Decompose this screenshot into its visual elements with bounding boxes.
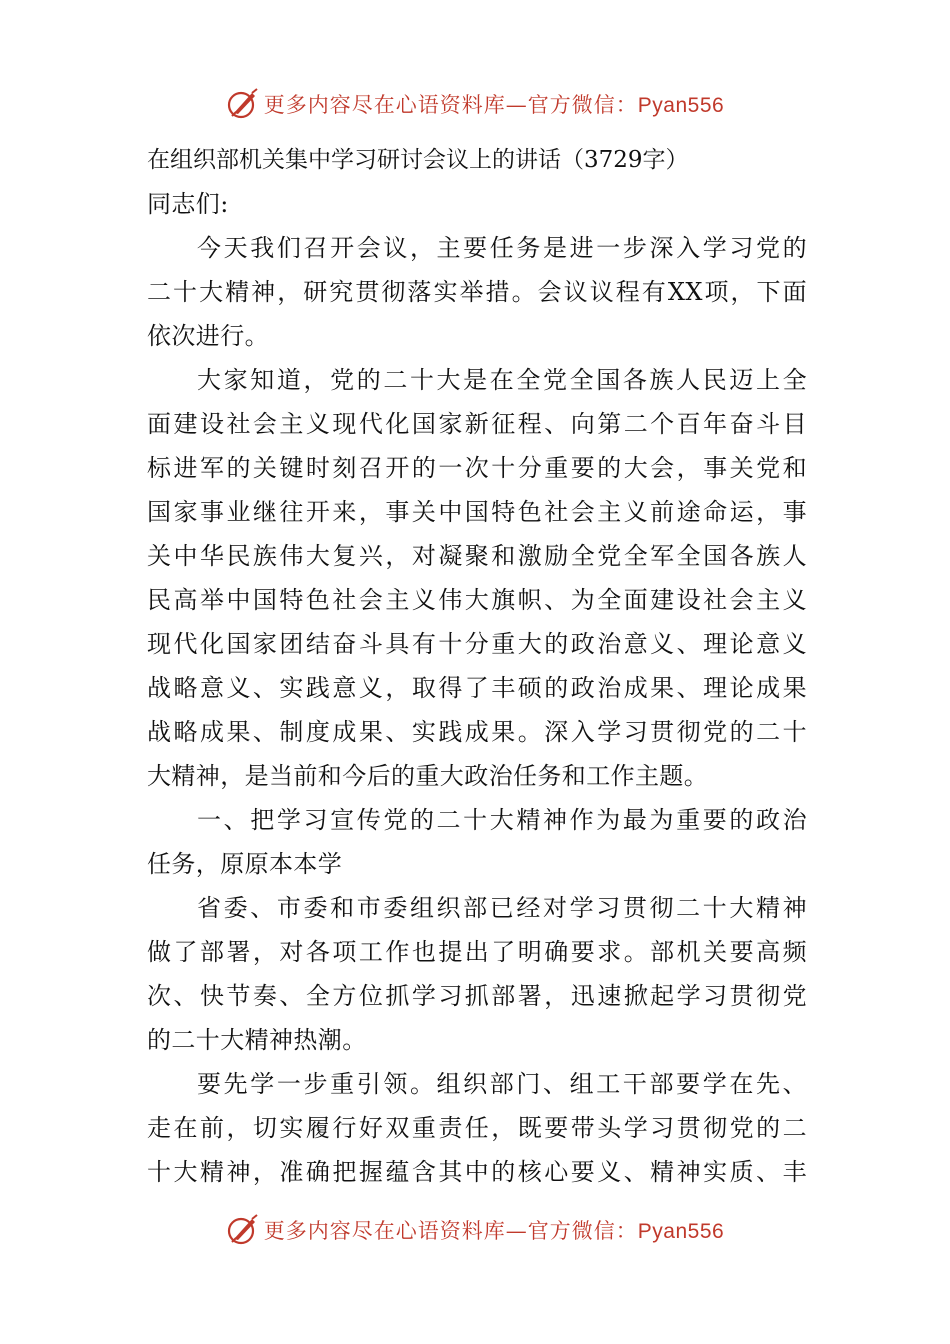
section-heading: 一、把学习宣传党的二十大精神作为最为重要的政治 <box>197 806 807 834</box>
salutation: 同志们: <box>147 190 229 218</box>
text-line: 标进军的关键时刻召开的一次十分重要的大会，事关党和 <box>147 454 807 482</box>
watermark-banner-top <box>0 84 950 124</box>
text-line: 今天我们召开会议，主要任务是进一步深入学习党的 <box>197 234 807 262</box>
text-line: 省委、市委和市委组织部已经对学习贯彻二十大精神 <box>197 894 807 922</box>
text-line: 战略意义、实践意义，取得了丰硕的政治成果、理论成果 <box>147 674 807 702</box>
text-line: 大家知道，党的二十大是在全党全国各族人民迈上全 <box>197 366 807 394</box>
text-line: 走在前，切实履行好双重责任，既要带头学习贯彻党的二 <box>147 1114 807 1142</box>
watermark-handle: Pyan556 <box>637 94 725 117</box>
text-line: 关中华民族伟大复兴，对凝聚和激励全党全军全国各族人 <box>147 542 807 570</box>
text-line: 依次进行。 <box>147 322 269 350</box>
text-line: 现代化国家团结奋斗具有十分重大的政治意义、理论意义 <box>147 630 807 658</box>
text-line: 做了部署，对各项工作也提出了明确要求。部机关要高频 <box>147 938 807 966</box>
text-line: 次、快节奏、全方位抓学习抓部署，迅速掀起学习贯彻党 <box>147 982 807 1010</box>
watermark-text: 更多内容尽在心语资料库—官方微信：Pyan556 <box>263 93 725 117</box>
quill-logo-icon <box>226 87 260 121</box>
text-line: 十大精神，准确把握蕴含其中的核心要义、精神实质、丰 <box>147 1158 807 1186</box>
text-line: 战略成果、制度成果、实践成果。深入学习贯彻党的二十 <box>147 718 807 746</box>
text-line: 二十大精神，研究贯彻落实举措。会议议程有XX项，下面 <box>147 278 807 306</box>
document-title: 在组织部机关集中学习研讨会议上的讲话（3729字） <box>147 147 689 173</box>
quill-logo-icon <box>226 1213 260 1247</box>
watermark-handle: Pyan556 <box>637 1220 725 1243</box>
text-line: 的二十大精神热潮。 <box>147 1026 367 1054</box>
document-body <box>147 138 807 1194</box>
text-line: 要先学一步重引领。组织部门、组工干部要学在先、 <box>197 1070 807 1098</box>
text-line: 民高举中国特色社会主义伟大旗帜、为全面建设社会主义 <box>147 586 807 614</box>
text-line: 国家事业继往开来，事关中国特色社会主义前途命运，事 <box>147 498 807 526</box>
text-line: 面建设社会主义现代化国家新征程、向第二个百年奋斗目 <box>147 410 807 438</box>
watermark-banner-bottom <box>0 1210 950 1250</box>
text-line: 大精神，是当前和今后的重大政治任务和工作主题。 <box>147 762 709 790</box>
section-heading: 任务，原原本本学 <box>147 850 343 878</box>
watermark-text: 更多内容尽在心语资料库—官方微信：Pyan556 <box>263 1219 725 1243</box>
